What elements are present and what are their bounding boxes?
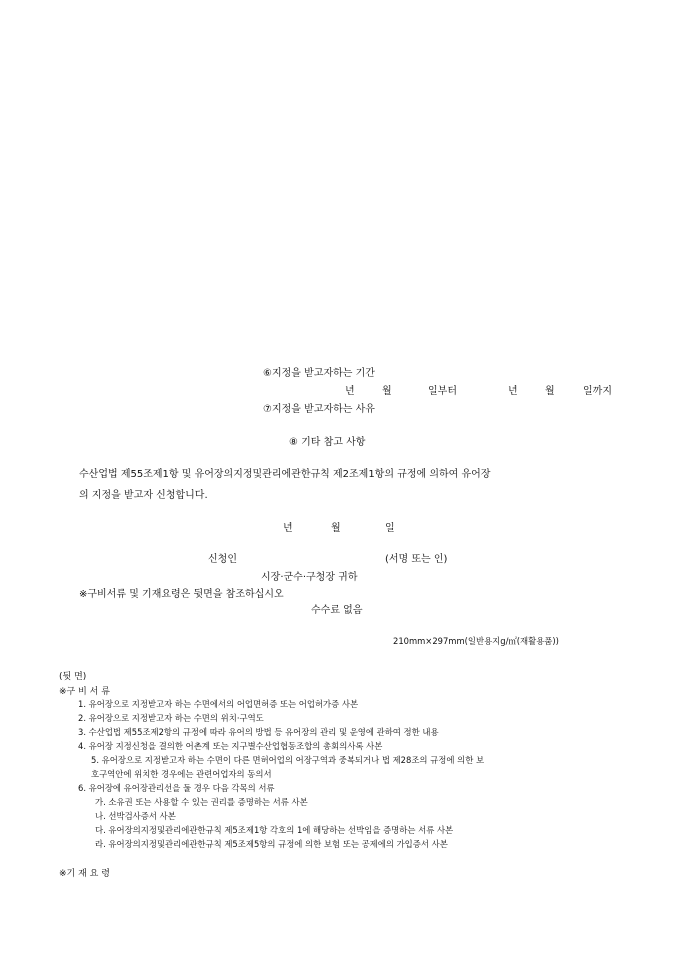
- item8-label: ⑧ 기타 참고 사항: [289, 437, 366, 448]
- doc-item-6: 6. 유어장에 유어장관리선을 둘 경우 다음 각목의 서류: [78, 783, 275, 793]
- date-year: 년: [283, 523, 293, 534]
- date-month: 월: [331, 523, 341, 534]
- paper-spec: 210mm×297mm(일반용지g/㎡(재활용품)): [393, 636, 559, 646]
- period-row: [0, 382, 680, 396]
- date-row: [0, 519, 680, 533]
- period-year2: 년: [508, 386, 518, 397]
- doc-item-5-line1: 5. 유어장으로 지정받고자 하는 수면이 다른 면허어업의 어장구역과 중복되거나 법 제28조의 규정에 의한 보: [91, 755, 485, 765]
- doc-item-4: 4. 유어장 지정신청을 결의한 어촌계 또는 지구별수산업협동조합의 총회의사록 사본: [78, 741, 383, 751]
- subdoc-ra: 라. 유어장의지정및관리에관한규칙 제5조제5항의 규정에 의한 보험 또는 공제에의 가입증서 사본: [95, 839, 448, 849]
- period-from: 일부터: [428, 386, 457, 397]
- reference-note: ※구비서류 및 기재요령은 뒷면을 참조하십시오: [79, 589, 284, 600]
- doc-item-5-line2: 호구역안에 위치한 경우에는 관련어업자의 동의서: [91, 769, 272, 779]
- fee-note: 수수료 없음: [311, 605, 363, 616]
- subdoc-na: 나. 선박검사증서 사본: [95, 811, 176, 821]
- period-month2: 월: [545, 386, 555, 397]
- applicant-label: 신청인: [208, 554, 237, 565]
- statement-line2: 의 지정을 받고자 신청합니다.: [79, 490, 208, 501]
- statement-line1: 수산업법 제55조제1항 및 유어장의지정및관리에관한규칙 제2조제1항의 규정에 의하여 유어장: [79, 469, 491, 480]
- doc-item-2: 2. 유어장으로 지정받고자 하는 수면의 위치·구역도: [78, 713, 264, 723]
- required-docs-title: ※구 비 서 류: [59, 687, 110, 697]
- date-day: 일: [385, 523, 395, 534]
- period-month1: 월: [382, 386, 392, 397]
- item6-label: ⑥지정을 받고자하는 기간: [263, 368, 375, 379]
- subdoc-da: 다. 유어장의지정및관리에관한규칙 제5조제1항 각호의 1에 해당하는 선박임을 증명하는 서류 사본: [95, 825, 454, 835]
- instructions-title: ※기 재 요 령: [59, 869, 110, 879]
- signature-label: (서명 또는 인): [385, 554, 448, 565]
- recipient: 시장·군수·구청장 귀하: [261, 572, 358, 583]
- subdoc-ga: 가. 소유권 또는 사용할 수 있는 권리를 증명하는 서류 사본: [95, 797, 308, 807]
- item7-label: ⑦지정을 받고자하는 사유: [263, 404, 375, 415]
- doc-item-1: 1. 유어장으로 지정받고자 하는 수면에서의 어업면허증 또는 어업허가증 사본: [78, 699, 359, 709]
- period-until: 일까지: [583, 386, 612, 397]
- back-header: (뒷 면): [59, 672, 87, 682]
- period-year1: 년: [345, 386, 355, 397]
- doc-item-3: 3. 수산업법 제55조제2항의 규정에 따라 유어의 방법 등 유어장의 관리 및 운영에 관하여 정한 내용: [78, 727, 439, 737]
